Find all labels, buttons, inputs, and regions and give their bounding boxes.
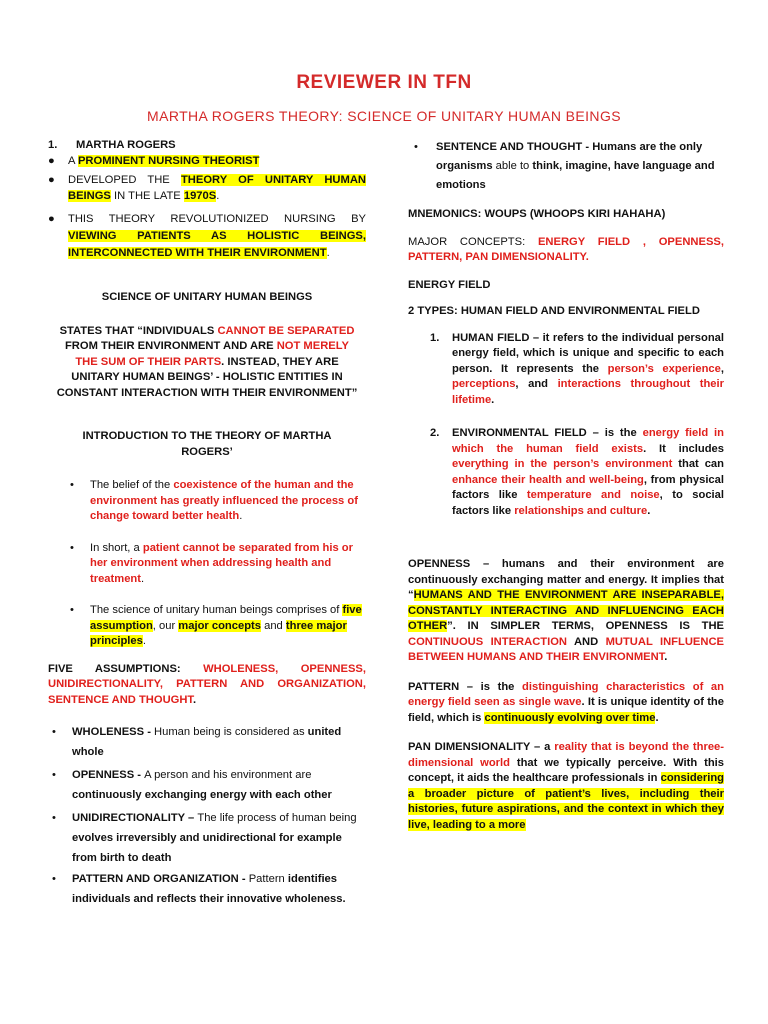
- document-subtitle: MARTHA ROGERS THEORY: SCIENCE OF UNITARY HUMAN BEINGS: [147, 108, 621, 124]
- five-assumptions-heading: FIVE ASSUMPTIONS: WHOLENESS, OPENNESS, UNIDIRECTIONALITY, PATTERN AND ORGANIZATION, SENTENCE AND THOUGHT.: [48, 662, 366, 706]
- bullet-icon: •: [70, 479, 74, 491]
- section-heading: SCIENCE OF UNITARY HUMAN BEINGS: [101, 291, 313, 303]
- mnemonics: MNEMONICS: WOUPS (WHOOPS KIRI HAHAHA): [408, 208, 666, 220]
- bullet-icon: •: [52, 873, 56, 885]
- section-heading: ENERGY FIELD: [408, 278, 491, 291]
- bullet-icon: •: [52, 726, 56, 738]
- list-item: ● THIS THEORY REVOLUTIONIZED NURSING BY VIEWING PATIENTS AS HOLISTIC BEINGS, INTERCONNECTED WITH THEIR ENVIRONMENT.: [48, 213, 366, 259]
- list-item: • In short, a patient cannot be separated from his or her environment when addressing health and treatment.: [70, 541, 353, 585]
- section-martha-rogers: [48, 138, 366, 154]
- major-concepts: MAJOR CONCEPTS: ENERGY FIELD , OPENNESS, PATTERN, PAN DIMENSIONALITY.: [408, 235, 724, 263]
- assumption-pattern: • PATTERN AND ORGANIZATION - Pattern identifies individuals and reflects their innovative wholeness.: [48, 869, 366, 909]
- right-column: [408, 138, 724, 833]
- highlight: VIEWING PATIENTS AS HOLISTIC BEINGS, INTERCONNECTED WITH THEIR ENVIRONMENT: [68, 230, 366, 259]
- environmental-field: 2. ENVIRONMENTAL FIELD – is the energy field in which the human field exists. It includes everything in the person’s environment that can enhance their health and well-being, from physical factors like temperature and noise, to social factors like relationships and culture.: [430, 427, 725, 517]
- assumption-unidirectionality: • UNIDIRECTIONALITY – The life process of human being evolves irreversibly and unidirectional for example from birth to death: [48, 808, 366, 868]
- bullet-icon: •: [414, 141, 418, 153]
- definition-statement: STATES THAT “INDIVIDUALS CANNOT BE SEPARATED FROM THEIR ENVIRONMENT AND ARE NOT MERELY THE SUM OF THEIR PARTS. INSTEAD, THEY ARE UNITARY HUMAN BEINGS’ - HOLISTIC ENTITIES IN CONSTANT INTERACTION WITH THEIR ENVIRONMENT”: [56, 324, 358, 399]
- bullet-icon: •: [70, 541, 74, 554]
- highlight: 1970S: [183, 189, 217, 202]
- field-types: 2 TYPES: HUMAN FIELD AND ENVIRONMENTAL FIELD: [408, 305, 700, 317]
- list-number: 2.: [430, 427, 440, 439]
- bullet-icon: •: [70, 604, 74, 616]
- highlight: PROMINENT NURSING THEORIST: [77, 154, 260, 167]
- bullet-icon: •: [52, 812, 56, 824]
- bullet-icon: ●: [48, 154, 55, 167]
- highlight: three major principles: [90, 619, 347, 647]
- human-field: 1. HUMAN FIELD – it refers to the individual personal energy field, which is unique and specific to each person. It represents the person’s experience, perceptions, and interactions throughout their lifetime.: [430, 331, 724, 406]
- highlight: major concepts: [178, 619, 261, 632]
- list-item: ● DEVELOPED THE THEORY OF UNITARY HUMAN BEINGS IN THE LATE 1970S.: [48, 174, 366, 202]
- highlight: considering a broader picture of patient’s lives, including their histories, future aspirations, and the context in which they live, leading to a more: [408, 772, 724, 831]
- highlight: HUMANS AND THE ENVIRONMENT ARE INSEPARABLE, CONSTANTLY INTERACTING AND INFLUENCING EACH OTHER: [408, 589, 724, 632]
- openness-concept: OPENNESS – humans and their environment are continuously exchanging matter and energy. It implies that “HUMANS AND THE ENVIRONMENT ARE INSEPARABLE, CONSTANTLY INTERACTING AND INFLUENCING EACH OTHER”. IN SIMPLER TERMS, OPENNESS IS THE CONTINUOUS INTERACTION AND MUTUAL INFLUENCE BETWEEN HUMANS AND THEIR ENVIRONMENT.: [408, 558, 724, 663]
- assumption-wholeness: • WHOLENESS - Human being is considered as united whole: [48, 722, 366, 762]
- assumption-openness: • OPENNESS - A person and his environment are continuously exchanging energy with each other: [48, 765, 366, 805]
- pattern-concept: PATTERN – is the distinguishing characteristics of an energy field seen as single wave. It is unique identity of the field, which is continuously evolving over time.: [408, 680, 724, 724]
- assumption-sentence-thought: • SENTENCE AND THOUGHT - Humans are the only organisms able to think, imagine, have language and emotions: [408, 138, 724, 195]
- bullet-icon: •: [52, 769, 56, 781]
- list-number: 1.: [430, 331, 440, 344]
- pan-dimensionality-concept: PAN DIMENSIONALITY – a reality that is beyond the three- dimensional world that we typically perceive. With this concept, it aids the healthcare professionals in considering a broader picture of patient’s lives, including their histories, future aspirations, and the context in which they live, leading to a more: [408, 741, 724, 831]
- document-title: REVIEWER IN TFN: [296, 72, 472, 93]
- highlight: THEORY OF UNITARY HUMAN BEINGS: [68, 174, 366, 202]
- bullet-icon: ●: [48, 213, 55, 225]
- list-item: • The belief of the coexistence of the human and the environment has greatly influenced the process of change toward better health.: [70, 479, 358, 522]
- highlight: continuously evolving over time: [484, 711, 656, 724]
- section-heading: INTRODUCTION TO THE THEORY OF MARTHA ROGERS’: [82, 430, 332, 458]
- left-column: [48, 138, 366, 909]
- list-item: • The science of unitary human beings comprises of five assumption, our major concepts and three major principles.: [70, 604, 362, 647]
- bullet-icon: ●: [48, 174, 55, 186]
- section-label: MARTHA ROGERS: [76, 139, 176, 151]
- highlight: five assumption: [90, 604, 362, 632]
- list-item: ● A PROMINENT NURSING THEORIST: [48, 154, 366, 170]
- section-number: 1.: [48, 139, 58, 151]
